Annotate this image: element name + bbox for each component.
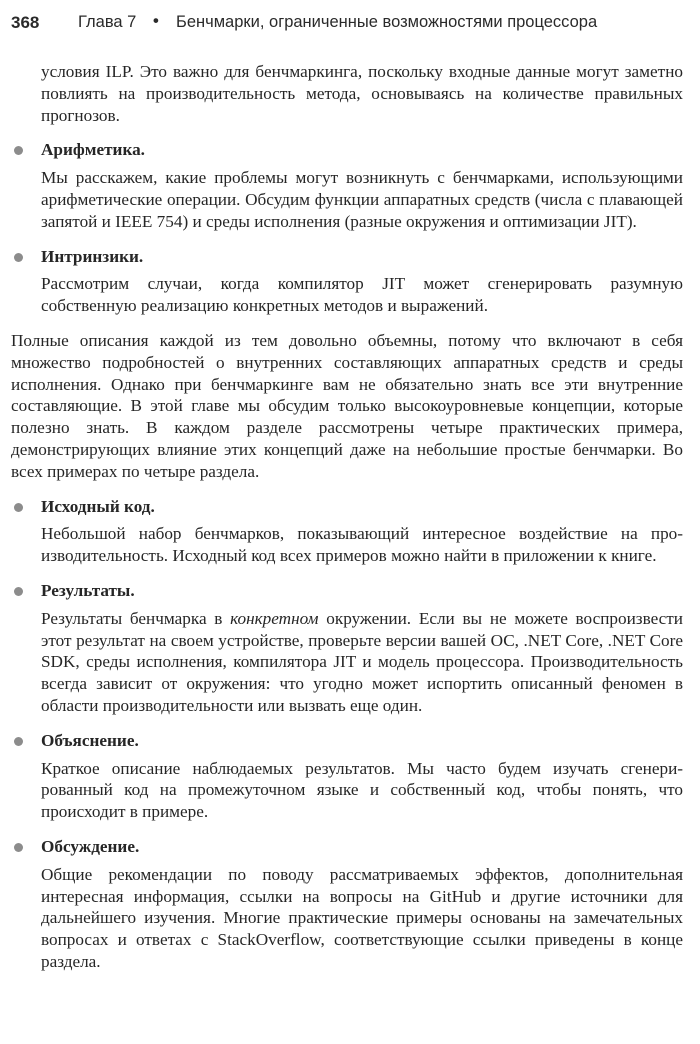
chapter-title: Бенчмарки, ограниченные возможностями процессора <box>176 13 598 31</box>
bullet-icon <box>14 253 23 262</box>
topic-text-intrinsics: Рассмотрим случаи, когда компилятор JIT может сгенерировать разумную собственную реализацию конкретных методов и выражений. <box>41 274 683 316</box>
section-text-source-code: Небольшой набор бенчмарков, показывающий интересное воздействие на производительность. Исходный код всех примеров можно найти в приложении к книге. <box>41 524 683 566</box>
intro-continuation: условия ILP. Это важно для бенчмаркинга, поскольку входные данные могут заметно повлиять на производительность метода, основываясь на количестве правильных прогнозов. <box>41 62 683 125</box>
section-title: Исходный код. <box>41 496 155 516</box>
topic-title: Арифметика. <box>41 140 145 160</box>
section-title: Результаты. <box>41 580 135 600</box>
bullet-icon <box>14 737 23 746</box>
running-header <box>0 13 700 41</box>
header-separator: • <box>153 12 159 30</box>
section-title: Объяснение. <box>41 730 139 750</box>
chapter-label: Глава 7 <box>78 13 137 31</box>
bullet-icon <box>14 503 23 512</box>
section-text-results <box>11 608 683 717</box>
topic-title: Интринзики. <box>41 246 144 266</box>
bullet-icon <box>14 146 23 155</box>
section-text-discussion: Общие рекомендации по поводу рассматриваемых эффектов, дополнительная интересная информация, ссылки на вопросы на GitHub и другие источники для дальнейшего изучения. Многие практические примеры основаны на замечательных вопросах и ответах с StackOverflow, соответствующие ссылки приведены в конце раздела. <box>41 864 683 971</box>
page-number: 368 <box>11 13 40 32</box>
section-heading-results <box>11 580 683 602</box>
section-heading-discussion <box>11 836 683 858</box>
bullet-icon <box>14 587 23 596</box>
section-heading-source-code <box>11 496 683 518</box>
topic-text-arithmetic: Мы расскажем, какие проблемы могут возникнуть с бенчмарками, использующими арифметические операции. Обсудим функции аппаратных средств (числа с плавающей запятой и IEEE 754) и среды исполнения (разные окружения и оптимизации JIT). <box>41 168 683 231</box>
page-body <box>11 61 683 973</box>
bullet-icon <box>14 843 23 852</box>
section-text-explanation: Краткое описание наблюдаемых результатов. Мы часто будем изучать сгенерированный код на промежуточном языке и собственный код, чтобы понять, что происходит в примере. <box>41 758 683 822</box>
middle-paragraph: Полные описания каждой из тем довольно объемны, потому что включают в себя множество подробностей о внутренних составляющих аппаратных средств и среды исполнения. Однако при бенчмаркинге вам не обязательно знать все эти внутренние составляющие. В этой главе мы обсудим только высокоуровневые концепции, которые полезно знать. В каждом разделе рассмотрены четыре практических примера, демонстрирующих влияние этих концепций даже на небольшие простые бенчмарки. Во всех примерах по четыре раздела. <box>11 330 683 481</box>
section-heading-explanation <box>11 730 683 752</box>
topic-heading-intrinsics <box>11 246 683 268</box>
topic-heading-arithmetic <box>11 139 683 161</box>
results-text-emphasis: конкретном <box>230 608 319 628</box>
results-text-before: Результаты бенчмарка в <box>41 608 231 628</box>
section-title: Обсуждение. <box>41 836 140 856</box>
results-text-after: окружении. Если вы не можете воспроизвести этот результат на своем устройстве, проверьте версии вашей ОС, .NET Core, .NET Core SDK, среды исполнения, компилятора JIT и модель процессора. Производительность всегда зависит от окружения: что угодно может испортить описанный феномен в области производительности или вызвать еще один. <box>41 608 683 715</box>
